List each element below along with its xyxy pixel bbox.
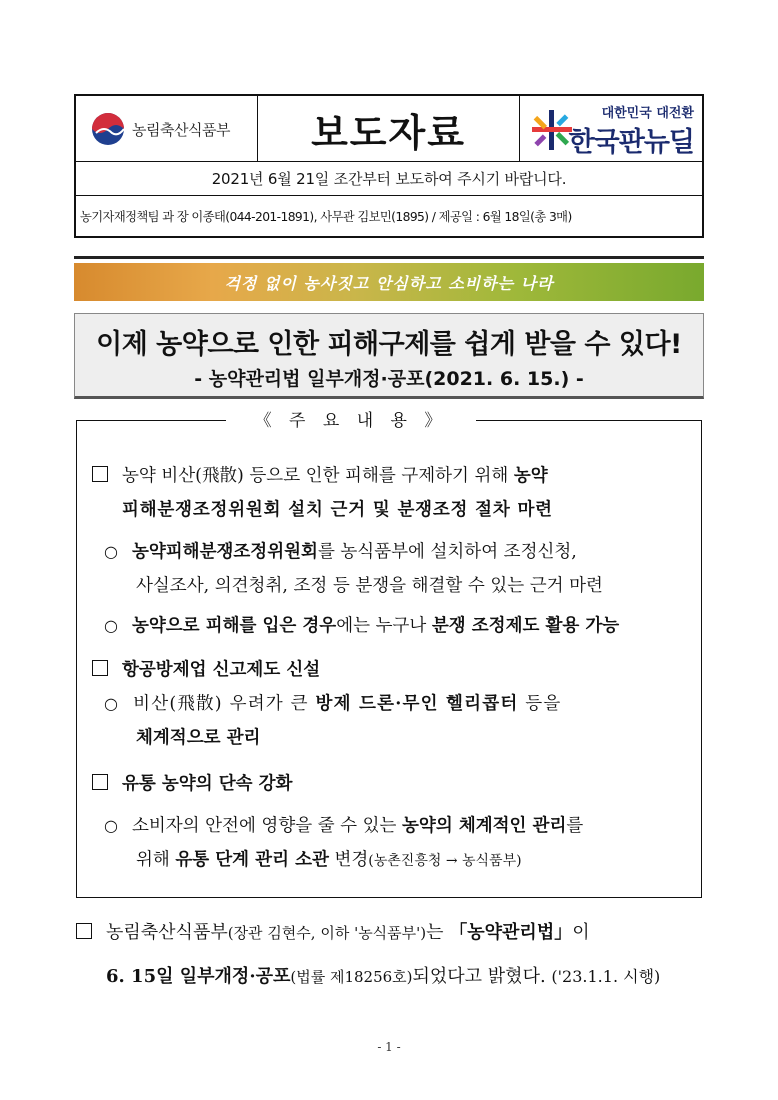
summary-item-2: 항공방제업 신고제도 신설 — [92, 656, 320, 681]
circle-bullet-icon: ○ — [104, 542, 118, 561]
summary-sub-2-1-cont: 체계적으로 관리 — [136, 728, 261, 748]
release-note: 2021년 6월 21일 조간부터 보도하여 주시기 바랍니다. — [76, 162, 702, 196]
circle-bullet-icon: ○ — [104, 694, 120, 713]
body-line-1: 농림축산식품부(장관 김현수, 이하 '농식품부')는 「농약관리법」이 — [76, 918, 590, 944]
summary-sub-2-1: ○ 비산(飛散) 우려가 큰 방제 드론·무인 헬리콥터 등을 — [104, 694, 562, 714]
summary-sub-3-1: ○ 소비자의 안전에 영향을 줄 수 있는 농약의 체계적인 관리를 — [104, 816, 584, 836]
ministry-name: 농림축산식품부 — [132, 120, 230, 139]
square-bullet-icon — [92, 660, 108, 676]
body-line-2: 6. 15일 일부개정·공포(법률 제18256호)되었다고 밝혔다. ('23.1.1. 시행) — [106, 966, 661, 987]
summary-sub-3-1-cont: 위해 유통 단계 관리 소관 변경(농촌진흥청 → 농식품부) — [136, 850, 522, 870]
circle-bullet-icon: ○ — [104, 616, 118, 635]
page-number: - 1 - — [377, 1040, 401, 1054]
summary-item-1-cont: 피해분쟁조정위원회 설치 근거 및 분쟁조정 절차 마련 — [122, 500, 553, 520]
ministry-cell — [76, 96, 258, 162]
banner-divider — [74, 256, 704, 259]
press-header-table — [74, 94, 704, 238]
summary-item-3: 유통 농약의 단속 강화 — [92, 770, 292, 795]
circle-bullet-icon: ○ — [104, 816, 118, 835]
new-deal-subtitle: 대한민국 대전환 — [601, 106, 694, 121]
summary-title: 《 주 요 내 용 》 — [226, 406, 476, 436]
title-cell — [258, 96, 520, 162]
summary-sub-1-1: ○ 농약피해분쟁조정위원회를 농식품부에 설치하여 조정신청, — [104, 542, 577, 562]
square-bullet-icon — [92, 466, 108, 482]
new-deal-title: 한국판뉴딜 — [568, 127, 694, 158]
new-deal-logo-icon — [532, 110, 572, 150]
square-bullet-icon — [92, 774, 108, 790]
slogan-text: 걱정 없이 농사짓고 안심하고 소비하는 나라 — [224, 273, 554, 293]
headline-box — [74, 313, 704, 399]
headline-title: 이제 농약으로 인한 피해구제를 쉽게 받을 수 있다! — [96, 329, 682, 360]
contact-info: 농기자재정책팀 과 장 이종태(044-201-1891), 사무관 김보민(1895) / 제공일 : 6월 18일(총 3매) — [80, 210, 572, 224]
square-bullet-icon — [76, 923, 92, 939]
new-deal-cell — [520, 96, 702, 162]
summary-item-1: 농약 비산(飛散) 등으로 인한 피해를 구제하기 위해 농약 — [92, 462, 548, 487]
government-emblem-icon — [90, 111, 126, 147]
press-release-title: 보도자료 — [311, 110, 466, 155]
summary-sub-1-1-cont: 사실조사, 의견청취, 조정 등 분쟁을 해결할 수 있는 근거 마련 — [136, 576, 603, 596]
summary-sub-1-2: ○ 농약으로 피해를 입은 경우에는 누구나 분쟁 조정제도 활용 가능 — [104, 616, 620, 636]
headline-subtitle: - 농약관리법 일부개정·공포(2021. 6. 15.) - — [194, 368, 584, 390]
header-top-row — [76, 96, 702, 162]
slogan-banner — [74, 263, 704, 301]
